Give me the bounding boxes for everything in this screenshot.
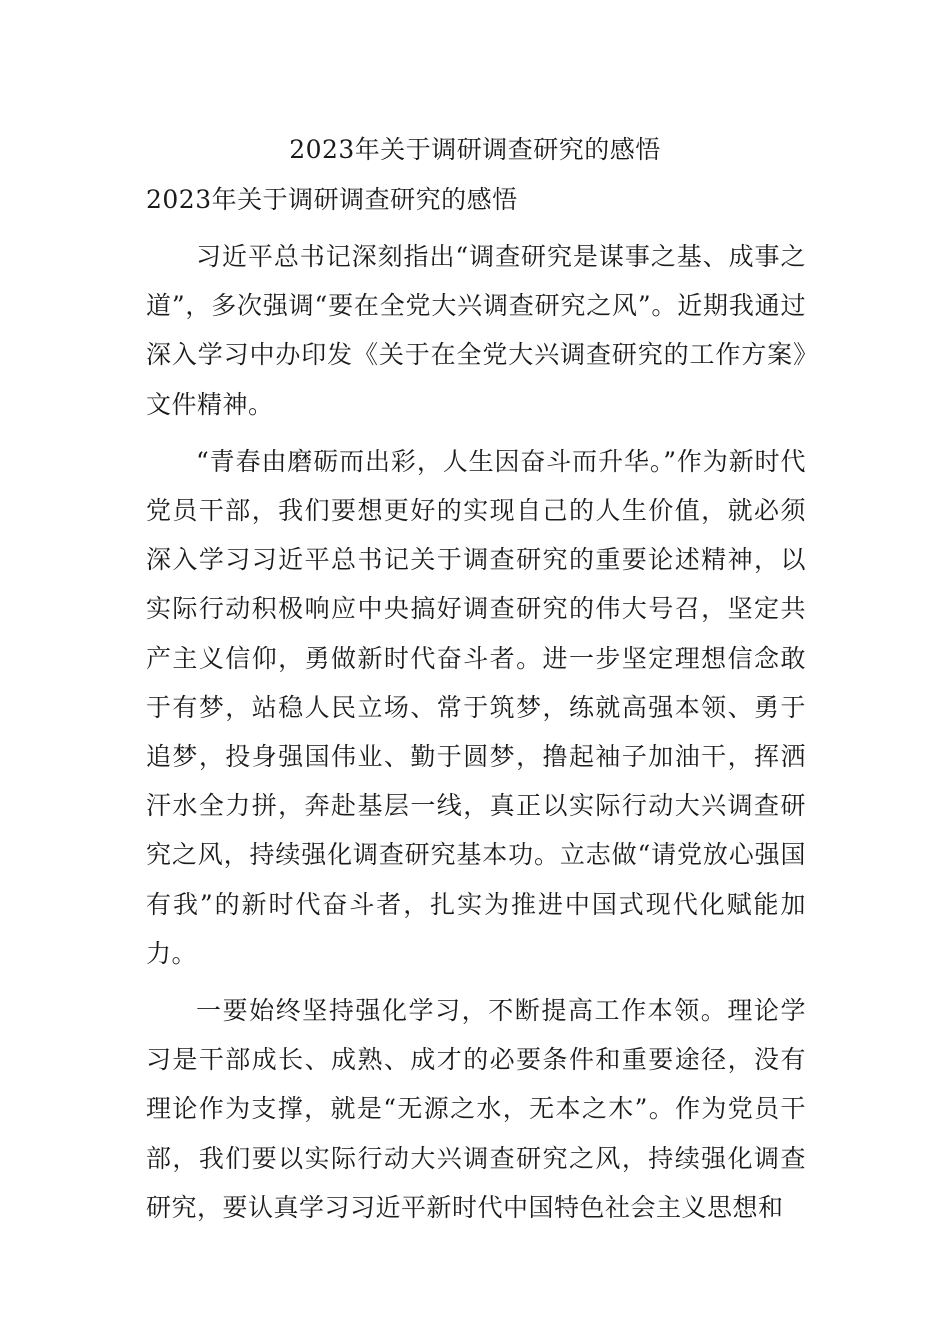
document-title: 2023年关于调研调查研究的感悟 bbox=[289, 135, 661, 164]
paragraph: 一要始终坚持强化学习，不断提高工作本领。理论学习是干部成长、成熟、成才的必要条件和重要途径，没有理论作为支撑，就是“无源之水，无本之木”。作为党员干部，我们要以实际行动大兴调查研究之风，持续强化调查研究，要认真学习习近平新时代中国特色社会主义思想和 bbox=[146, 996, 806, 1222]
paragraph: 习近平总书记深刻指出“调查研究是谋事之基、成事之道”，多次强调“要在全党大兴调查研究之风”。近期我通过深入学习中办印发《关于在全党大兴调查研究的工作方案》文件精神。 bbox=[146, 242, 806, 419]
document-subtitle: 2023年关于调研调查研究的感悟 bbox=[146, 185, 518, 214]
paragraph: “青春由磨砺而出彩，人生因奋斗而升华。”作为新时代党员干部，我们要想更好的实现自己的人生价值，就必须深入学习习近平总书记关于调查研究的重要论述精神，以实际行动积极响应中央搞好调查研究的伟大号召，坚定共产主义信仰，勇做新时代奋斗者。进一步坚定理想信念敢于有梦，站稳人民立场、常于筑梦，练就高强本领、勇于追梦，投身强国伟业、勤于圆梦，撸起袖子加油干，挥洒汗水全力拼，奔赴基层一线，真正以实际行动大兴调查研究之风，持续强化调查研究基本功。立志做“请党放心强国有我”的新时代奋斗者，扎实为推进中国式现代化赋能加力。 bbox=[146, 446, 806, 968]
document-body bbox=[146, 232, 806, 1240]
